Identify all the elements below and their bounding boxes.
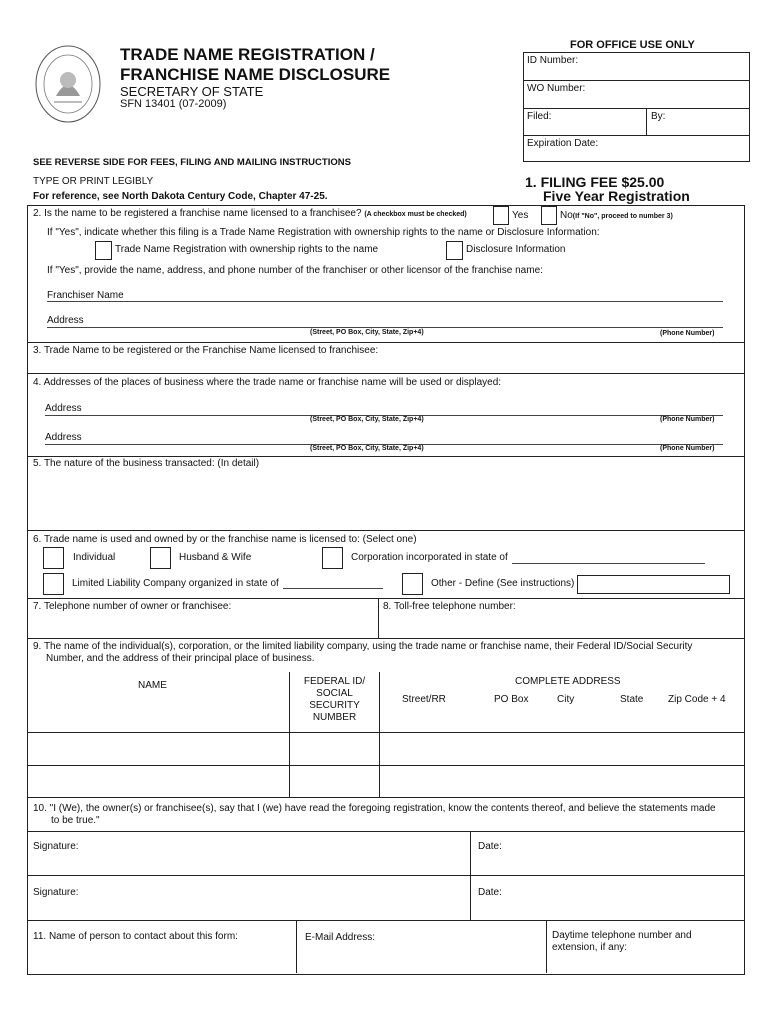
col-name-header: NAME: [138, 680, 167, 691]
q2-yes-checkbox[interactable]: [493, 206, 509, 225]
reference-note: For reference, see North Dakota Century Code, Chapter 47-25.: [33, 191, 328, 202]
owner-row-1[interactable]: [28, 733, 743, 764]
corporation-label: Corporation incorporated in state of: [351, 552, 508, 563]
q2-yes-label: Yes: [512, 210, 529, 221]
q2-note: (A checkbox must be checked): [364, 211, 467, 218]
daytime-phone-label-line1: Daytime telephone number and: [552, 930, 692, 941]
form-number: SFN 13401 (07-2009): [120, 98, 227, 110]
trade-name-registration-checkbox[interactable]: [95, 241, 112, 260]
date-2-label: Date:: [478, 887, 502, 898]
q2-no-note: (If "No", proceed to number 3): [572, 213, 673, 220]
q4-question: 4. Addresses of the places of business where the trade name or franchise name will be used or displayed:: [33, 377, 502, 388]
col-federal-id-line: NUMBER: [312, 712, 357, 723]
other-checkbox[interactable]: [402, 573, 423, 595]
toll-free-phone-field[interactable]: [380, 615, 742, 636]
owner-phone-field[interactable]: [28, 615, 376, 636]
trade-name-field[interactable]: [28, 358, 743, 372]
col-street: Street/RR: [402, 694, 446, 705]
filing-fee-term: Five Year Registration: [543, 188, 690, 204]
col-federal-id-header: [290, 676, 379, 724]
signature-2-field[interactable]: [90, 878, 465, 918]
col-federal-id-line: FEDERAL ID/: [303, 676, 366, 687]
q6-question: 6. Trade name is used and owned by or the franchise name is licensed to: (Select one): [33, 534, 417, 545]
office-use-heading: FOR OFFICE USE ONLY: [570, 39, 695, 51]
business-address-1-phone-hint: (Phone Number): [660, 416, 715, 423]
signature-2-label: Signature:: [33, 887, 79, 898]
filing-fee: 1. FILING FEE $25.00: [525, 174, 665, 190]
disclosure-information-checkbox[interactable]: [446, 241, 463, 260]
husband-wife-label: Husband & Wife: [179, 552, 252, 563]
type-legibly: TYPE OR PRINT LEGIBLY: [33, 176, 154, 187]
business-address-2-street-hint: (Street, PO Box, City, State, Zip+4): [310, 445, 424, 452]
col-state: State: [620, 694, 644, 705]
date-2-field[interactable]: [510, 878, 740, 918]
disclosure-information-label: Disclosure Information: [466, 244, 566, 255]
agency-name: SECRETARY OF STATE: [120, 84, 264, 99]
email-label: E-Mail Address:: [305, 932, 376, 943]
llc-checkbox[interactable]: [43, 573, 64, 595]
llc-label: Limited Liability Company organized in state of: [72, 578, 279, 589]
franchiser-address-field[interactable]: [47, 327, 723, 328]
col-federal-id-line: SECURITY: [309, 700, 360, 711]
owner-row-2[interactable]: [28, 766, 743, 796]
husband-wife-checkbox[interactable]: [150, 547, 171, 569]
wo-number-label: WO Number:: [527, 83, 586, 94]
q10-statement-line1: 10. "I (We), the owner(s) or franchisee(s), say that I (we) have read the foregoing registration, know the contents thereof, and believe the statements made: [33, 803, 716, 814]
q2-provide: If "Yes", provide the name, address, and phone number of the franchiser or other licensor of the franchise name:: [47, 265, 543, 276]
q3-question: 3. Trade Name to be registered or the Franchise Name licensed to franchisee:: [33, 345, 379, 356]
franchiser-phone-hint: (Phone Number): [660, 330, 715, 337]
date-1-field[interactable]: [510, 835, 740, 873]
q2-no-text: No: [560, 210, 573, 221]
llc-state-field[interactable]: [283, 588, 383, 589]
other-define-field[interactable]: [577, 575, 730, 594]
corporation-checkbox[interactable]: [322, 547, 343, 569]
col-po-box: PO Box: [494, 694, 529, 705]
business-address-1-label: Address: [45, 403, 82, 414]
col-zip: Zip Code + 4: [668, 694, 726, 705]
form-title-line2: FRANCHISE NAME DISCLOSURE: [120, 65, 391, 84]
franchiser-street-hint: (Street, PO Box, City, State, Zip+4): [310, 329, 424, 336]
id-number-label: ID Number:: [527, 55, 579, 66]
date-1-label: Date:: [478, 841, 502, 852]
q7-question: 7. Telephone number of owner or franchisee:: [33, 601, 232, 612]
q2-no-checkbox[interactable]: [541, 206, 557, 225]
q2-question-text: 2. Is the name to be registered a franchise name licensed to a franchisee?: [33, 208, 362, 219]
form-title-line1: TRADE NAME REGISTRATION /: [120, 45, 375, 64]
reverse-side-instructions: SEE REVERSE SIDE FOR FEES, FILING AND MAILING INSTRUCTIONS: [33, 157, 351, 168]
col-city: City: [557, 694, 575, 705]
col-federal-id-line: SOCIAL: [316, 688, 353, 699]
trade-name-registration-label: Trade Name Registration with ownership rights to the name: [115, 244, 379, 255]
q8-question: 8. Toll-free telephone number:: [383, 601, 516, 612]
franchiser-address-label: Address: [47, 315, 84, 326]
by-label: By:: [651, 111, 666, 122]
state-seal: [34, 44, 102, 124]
q2-indicate: If "Yes", indicate whether this filing is a Trade Name Registration with ownership rights to the name or Disclosure Information:: [47, 227, 600, 238]
signature-1-field[interactable]: [90, 835, 465, 873]
q2-question: [33, 208, 467, 219]
corporation-state-field[interactable]: [512, 563, 705, 564]
q9-question-line2: Number, and the address of their principal place of business.: [46, 653, 315, 664]
expiration-date-label: Expiration Date:: [527, 138, 599, 149]
daytime-phone-label-line2: extension, if any:: [552, 942, 628, 953]
business-address-2-phone-hint: (Phone Number): [660, 445, 715, 452]
q2-no-label: [560, 210, 673, 221]
business-address-1-street-hint: (Street, PO Box, City, State, Zip+4): [310, 416, 424, 423]
individual-label: Individual: [73, 552, 116, 563]
contact-name-field[interactable]: [28, 945, 294, 971]
q5-question: 5. The nature of the business transacted: (In detail): [33, 458, 260, 469]
email-field[interactable]: [298, 945, 544, 971]
q9-question-line1: 9. The name of the individual(s), corporation, or the limited liability company, using the trade name or franchise name, their Federal ID/Social Security: [33, 641, 693, 652]
signature-1-label: Signature:: [33, 841, 79, 852]
franchiser-name-field[interactable]: [47, 301, 723, 302]
contact-name-label: 11. Name of person to contact about this form:: [33, 931, 238, 942]
individual-checkbox[interactable]: [43, 547, 64, 569]
other-label: Other - Define (See instructions): [431, 578, 575, 589]
q10-statement-line2: to be true.": [51, 815, 100, 826]
col-address-header: COMPLETE ADDRESS: [515, 676, 621, 687]
business-address-2-label: Address: [45, 432, 82, 443]
filed-label: Filed:: [527, 111, 552, 122]
franchiser-name-label: Franchiser Name: [47, 290, 124, 301]
daytime-phone-field[interactable]: [548, 955, 742, 971]
business-nature-field[interactable]: [28, 472, 743, 528]
